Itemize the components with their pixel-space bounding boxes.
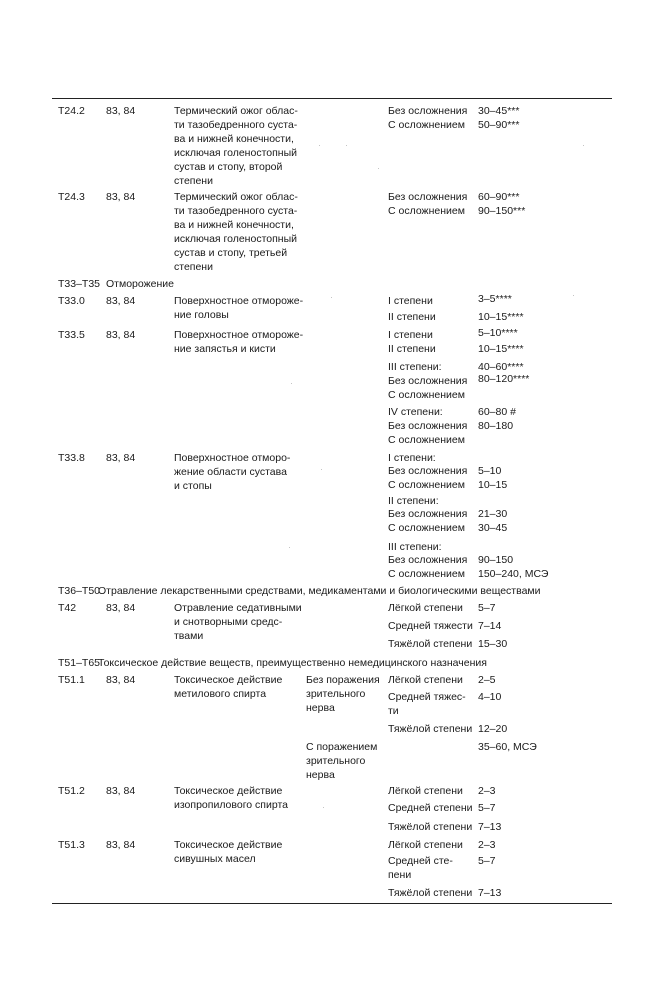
condition-label: Лёгкой степени: [388, 839, 463, 851]
condition-label: Без осложнения: [388, 191, 468, 203]
condition-label: II степени: [388, 311, 436, 323]
scan-speck: ·: [290, 378, 293, 388]
section-code: T33–T35: [58, 278, 101, 290]
days-value: 7–13: [478, 887, 502, 899]
section-title: Отравление лекарственными средствами, медикаментами и биологическими веществами: [98, 585, 541, 597]
days-value: 5–7: [478, 802, 496, 814]
diagnosis-name: Токсическое действие сивушных масел: [174, 839, 283, 865]
days-value: 7–13: [478, 821, 502, 833]
days-value: 30–45: [478, 522, 508, 534]
condition-label: Тяжёлой степени: [388, 821, 473, 833]
icd-code: T51.3: [58, 839, 85, 851]
condition-label: Лёгкой степени: [388, 602, 463, 614]
days-value: 2–3: [478, 839, 496, 851]
bottom-rule: [52, 903, 612, 904]
days-value: 150–240, МСЭ: [478, 568, 549, 580]
condition-label: I степени:: [388, 452, 436, 464]
condition-label: II степени:: [388, 495, 439, 507]
days-value: 4–10: [478, 691, 502, 703]
points: 83, 84: [106, 602, 136, 614]
condition-label: Без осложнения: [388, 420, 468, 432]
condition-label: С осложнением: [388, 119, 465, 131]
condition-label: Без осложнения: [388, 554, 468, 566]
days-value: 60–90***: [478, 191, 520, 203]
days-value: 50–90***: [478, 119, 520, 131]
diagnosis-name: Токсическое действие метилового спирта: [174, 674, 283, 700]
days-value: 5–10****: [478, 327, 518, 339]
icd-code: T51.1: [58, 674, 85, 686]
days-value: 30–45***: [478, 105, 520, 117]
diagnosis-name: Поверхностное отмороже- ние запястья и кисти: [174, 329, 304, 355]
icd-code: T42: [58, 602, 77, 614]
days-value: 10–15****: [478, 311, 524, 323]
days-value: 5–10: [478, 465, 502, 477]
condition-label: Без осложнения: [388, 105, 468, 117]
condition-label: Средней тяжести: [388, 620, 473, 632]
icd-code: T33.5: [58, 329, 85, 341]
condition-label: IV степени:: [388, 406, 443, 418]
condition-label: III степени:: [388, 541, 442, 553]
top-rule: [52, 98, 612, 99]
scan-speck: ·: [288, 542, 291, 552]
days-value: 90–150: [478, 554, 514, 566]
condition-label: Без осложнения: [388, 375, 468, 387]
scan-speck: ·: [318, 140, 321, 150]
days-value: 40–60****: [478, 361, 524, 373]
points: 83, 84: [106, 839, 136, 851]
condition-label: С осложнением: [388, 389, 465, 401]
optic-nerve-damage: С поражением зрительного нерва: [306, 741, 378, 781]
points: 83, 84: [106, 191, 136, 203]
days-value: 35–60, МСЭ: [478, 741, 537, 753]
days-value: 15–30: [478, 638, 508, 650]
condition-label: Лёгкой степени: [388, 785, 463, 797]
condition-label: С осложнением: [388, 568, 465, 580]
days-value: 10–15: [478, 479, 508, 491]
days-value: 60–80 #: [478, 406, 516, 418]
condition-label: Средней степени: [388, 802, 473, 814]
points: 83, 84: [106, 295, 136, 307]
scan-speck: ·: [322, 802, 325, 812]
condition-label: Тяжёлой степени: [388, 723, 473, 735]
points: 83, 84: [106, 105, 136, 117]
condition-label: I степени: [388, 329, 433, 341]
icd-code: T24.2: [58, 105, 85, 117]
condition-label: Без осложнения: [388, 465, 468, 477]
section-code: T51–T65: [58, 657, 101, 669]
condition-label: Средней тяжес- ти: [388, 691, 466, 717]
condition-label: С осложнением: [388, 522, 465, 534]
days-value: 2–3: [478, 785, 496, 797]
days-value: 21–30: [478, 508, 508, 520]
points: 83, 84: [106, 785, 136, 797]
days-value: 5–7: [478, 855, 496, 867]
icd-code: T51.2: [58, 785, 85, 797]
scan-speck: ·: [320, 464, 323, 474]
diagnosis-name: Термический ожог облас- ти тазобедренного суста- ва и нижней конечности, исключая голеностопный сустав и стопу, третьей степени: [174, 191, 298, 273]
optic-nerve-no-damage: Без поражения зрительного нерва: [306, 674, 380, 714]
icd-code: T33.0: [58, 295, 85, 307]
condition-label: Лёгкой степени: [388, 674, 463, 686]
section-title: Токсическое действие веществ, преимущественно немедицинского назначения: [98, 657, 487, 669]
diagnosis-name: Поверхностное отмороже- ние головы: [174, 295, 304, 321]
condition-label: II степени: [388, 343, 436, 355]
condition-label: Тяжёлой степени: [388, 887, 473, 899]
diagnosis-name: Поверхностное отморо- жение области сустава и стопы: [174, 452, 291, 492]
points: 83, 84: [106, 674, 136, 686]
condition-label: III степени:: [388, 361, 442, 373]
condition-label: С осложнением: [388, 434, 465, 446]
days-value: 10–15****: [478, 343, 524, 355]
points: 83, 84: [106, 452, 136, 464]
days-value: 80–120****: [478, 373, 530, 385]
diagnosis-name: Термический ожог облас- ти тазобедренного суста- ва и нижней конечности, исключая голеностопный сустав и стопу, второй степени: [174, 105, 298, 187]
scan-speck: ·: [572, 290, 575, 300]
days-value: 2–5: [478, 674, 496, 686]
condition-label: Тяжёлой степени: [388, 638, 473, 650]
condition-label: Без осложнения: [388, 508, 468, 520]
scan-speck: ·: [330, 292, 333, 302]
icd-code: T24.3: [58, 191, 85, 203]
icd-code: T33.8: [58, 452, 85, 464]
scan-speck: ·: [377, 163, 380, 173]
condition-label: С осложнением: [388, 479, 465, 491]
condition-label: Средней сте- пени: [388, 855, 453, 881]
days-value: 90–150***: [478, 205, 526, 217]
section-code: T36–T50: [58, 585, 101, 597]
diagnosis-name: Отравление седативными и снотворными средс- твами: [174, 602, 302, 642]
condition-label: I степени: [388, 295, 433, 307]
scan-speck: ·: [345, 140, 348, 150]
scan-speck: ·: [582, 140, 585, 150]
days-value: 5–7: [478, 602, 496, 614]
days-value: 12–20: [478, 723, 508, 735]
diagnosis-name: Токсическое действие изопропилового спирта: [174, 785, 288, 811]
days-value: 7–14: [478, 620, 502, 632]
days-value: 3–5****: [478, 293, 512, 305]
section-title: Отморожение: [106, 278, 174, 290]
points: 83, 84: [106, 329, 136, 341]
days-value: 80–180: [478, 420, 514, 432]
condition-label: С осложнением: [388, 205, 465, 217]
